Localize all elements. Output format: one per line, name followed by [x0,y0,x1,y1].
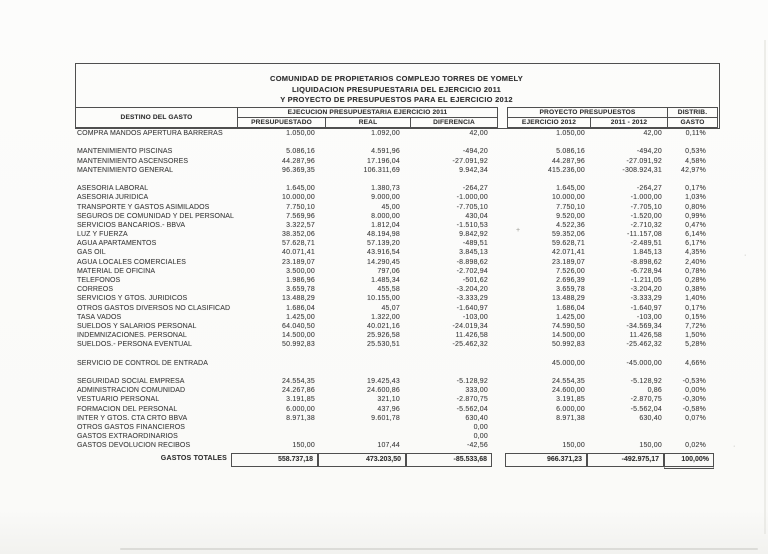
cell-real: 19.425,43 [367,378,400,386]
table-row [75,414,718,423]
row-label: SERVICIO DE CONTROL DE ENTRADA [77,359,208,367]
cell-ejercicio-2012: 4.522,36 [556,221,585,229]
table-row [75,129,718,138]
row-label: AGUA LOCALES COMERCIALES [77,258,186,266]
table-row [75,432,718,441]
cell-distrib-gasto: 1,40% [685,295,706,303]
cell-presupuestado: 13.488,29 [282,295,315,303]
cell-diferencia: -7.705,10 [456,203,488,211]
row-label: SERVICIOS BANCARIOS.- BBVA [77,221,186,229]
cell-presupuestado: 1.645,00 [286,185,315,193]
cell-ejercicio-2012: 14.500,00 [552,332,585,340]
scan-edge-shadow [764,40,766,534]
cell-presupuestado: 14.500,00 [282,332,315,340]
cell-distrib-gasto: 42,97% [681,166,706,174]
row-label: AGUA APARTAMENTOS [77,240,157,248]
cell-diferencia: 630,40 [465,414,488,422]
cell-2011-2012: 42,00 [643,130,662,137]
cell-presupuestado: 7.750,10 [286,203,315,211]
row-label: SERVICIOS Y GTOS. JURIDICOS [77,295,188,303]
cell-diferencia: 3.845,13 [459,249,488,257]
table-row [75,359,718,368]
table-row-spacer [75,138,718,147]
table-row [75,340,718,349]
cell-diferencia: -8.898,62 [456,258,488,266]
cell-presupuestado: 24.554,35 [282,378,315,386]
cell-ejercicio-2012: 13.488,29 [552,295,585,303]
cell-2011-2012: 0,86 [647,387,662,395]
cell-2011-2012: -5.562,04 [630,405,662,413]
cell-distrib-gasto: 1,03% [685,194,706,202]
row-label: INDEMNIZACIONES. PERSONAL [77,332,187,340]
cell-distrib-gasto: 0,17% [685,304,706,312]
scan-artifact-speck: · [733,443,736,450]
cell-ejercicio-2012: 1.645,00 [556,185,585,193]
cell-diferencia: -1.510,53 [456,221,488,229]
row-label: OTROS GASTOS FINANCIEROS [77,424,186,431]
row-label: SUELDOS.- PERSONA EVENTUAL [77,341,193,349]
cell-diferencia: -1.000,00 [456,194,488,202]
cell-2011-2012: -264,27 [636,185,662,193]
cell-real: 1.092,00 [371,130,400,137]
cell-diferencia: -27.091,92 [452,157,488,165]
cell-real: 24.600,86 [367,387,400,395]
cell-2011-2012: -1.211,05 [631,277,662,284]
cell-ejercicio-2012: 44.287,96 [552,157,585,165]
cell-presupuestado: 3.191,85 [286,396,315,404]
row-label: SUELDOS Y SALARIOS PERSONAL [77,322,197,330]
row-label: MANTENIMIENTO PISCINAS [77,148,173,156]
row-label: INTER Y GTOS. CTA CRTO BBVA [77,414,188,422]
cell-distrib-gasto: 0,17% [685,185,706,193]
cell-distrib-gasto: -0,53% [682,378,706,386]
cell-presupuestado: 50.992,83 [282,341,315,349]
cell-diferencia: -1.640,97 [456,304,488,312]
cell-real: 107,44 [377,442,400,450]
cell-ejercicio-2012: 42.071,41 [552,249,585,257]
cell-ejercicio-2012: 6.000,00 [556,405,585,413]
table-row [75,147,718,156]
scan-artifact-speck: · [744,252,747,259]
table-row [75,331,718,340]
cell-2011-2012: -1.520,00 [630,212,662,220]
total-distrib-gasto: 100,00% [664,453,714,469]
cell-diferencia: 430,04 [465,212,488,220]
table-row [75,294,718,303]
row-label: GAS OIL [77,249,106,257]
cell-real: 437,96 [377,405,400,413]
cell-2011-2012: -7.705,10 [630,203,662,211]
cell-diferencia: 0,00 [473,424,488,431]
cell-2011-2012: -3.333,29 [630,295,662,303]
table-row [75,322,718,331]
cell-ejercicio-2012: 415.236,00 [547,166,585,174]
cell-diferencia: 9.942,34 [459,166,488,174]
cell-real: 455,58 [377,286,400,294]
cell-diferencia: 9.842,92 [459,231,488,239]
cell-real: 10.155,00 [367,295,400,303]
total-diferencia: -85.533,68 [406,453,492,467]
cell-distrib-gasto: 0,28% [685,277,706,284]
cell-real: 43.916,54 [367,249,400,257]
cell-2011-2012: -2.710,32 [630,221,662,229]
cell-diferencia: -103,00 [462,313,488,321]
document-title-line-3: Y PROYECTO DE PRESUPUESTOS PARA EL EJERCICIO 2012 [280,95,513,105]
cell-ejercicio-2012: 59.352,06 [552,231,585,239]
cell-ejercicio-2012: 7.750,10 [556,203,585,211]
cell-diferencia: -5.128,92 [456,378,488,386]
row-label: MANTENIMIENTO ASCENSORES [77,157,189,165]
cell-distrib-gasto: -0,30% [682,396,706,404]
row-label: VESTUARIO PERSONAL [77,396,160,404]
row-label: OTROS GASTOS DIVERSOS NO CLASIFICAD [77,304,231,312]
table-row [75,285,718,294]
cell-presupuestado: 3.659,78 [286,286,315,294]
cell-presupuestado: 7.569,96 [286,212,315,220]
cell-presupuestado: 40.071,41 [282,249,315,257]
cell-real: 8.000,00 [371,212,400,220]
table-row [75,221,718,230]
cell-diferencia: -5.562,04 [456,405,488,413]
cell-ejercicio-2012: 24.554,35 [552,378,585,386]
cell-distrib-gasto: 0,47% [685,221,706,229]
scan-artifact-speck: + [516,227,521,234]
row-label: SEGURIDAD SOCIAL EMPRESA [77,378,185,386]
row-label: COMPRA MANDOS APERTURA BARRERAS [77,130,223,137]
cell-2011-2012: -34.569,34 [626,322,662,330]
cell-2011-2012: 630,40 [639,414,662,422]
cell-real: 45,00 [381,203,400,211]
cell-real: 45,07 [381,304,400,312]
column-header-presupuestado: PRESUPUESTADO [237,117,326,128]
cell-2011-2012: 11.426,58 [629,332,662,340]
cell-diferencia: -264,27 [462,185,488,193]
table-row [75,157,718,166]
cell-ejercicio-2012: 74.590,50 [552,322,585,330]
cell-real: 321,10 [377,396,400,404]
scan-edge-shadow [120,548,758,550]
table-row [75,276,718,285]
cell-2011-2012: -6.728,94 [630,267,662,275]
totals-row [0,453,768,469]
cell-distrib-gasto: 1,50% [685,332,706,340]
cell-ejercicio-2012: 1.686,04 [556,304,585,312]
table-row [75,230,718,239]
row-label: LUZ Y FUERZA [77,231,128,239]
row-label: ASESORIA LABORAL [77,185,149,193]
cell-distrib-gasto: 2,40% [685,258,706,266]
total-ejercicio-2012: 966.371,23 [505,453,587,467]
cell-ejercicio-2012: 7.526,00 [556,267,585,275]
cell-ejercicio-2012: 59.628,71 [552,240,585,248]
table-row-spacer [75,175,718,184]
column-header-gasto: GASTO [667,117,718,128]
cell-diferencia: 333,00 [465,387,488,395]
cell-distrib-gasto: 0,07% [685,414,706,422]
cell-ejercicio-2012: 3.659,78 [556,286,585,294]
cell-presupuestado: 23.189,07 [282,258,315,266]
cell-diferencia: -42,56 [466,442,488,450]
cell-diferencia: -494,20 [462,148,488,156]
cell-diferencia: 11.426,58 [455,332,488,340]
row-label: GASTOS EXTRAORDINARIOS [77,433,178,441]
table-row [75,304,718,313]
cell-ejercicio-2012: 24.600,00 [552,387,585,395]
cell-ejercicio-2012: 2.696,39 [556,277,585,284]
cell-presupuestado: 3.322,57 [286,221,315,229]
row-label: FORMACION DEL PERSONAL [77,405,178,413]
cell-presupuestado: 1.986,96 [286,277,315,284]
cell-ejercicio-2012: 150,00 [562,442,585,450]
cell-distrib-gasto: 5,28% [685,341,706,349]
cell-presupuestado: 6.000,00 [286,405,315,413]
cell-real: 57.139,20 [367,240,400,248]
table-row [75,239,718,248]
cell-real: 17.196,04 [367,157,400,165]
cell-2011-2012: -8.898,62 [630,258,662,266]
column-header-real: REAL [325,117,411,128]
cell-diferencia: -3.204,20 [456,286,488,294]
cell-2011-2012: -45.000,00 [626,359,662,367]
cell-distrib-gasto: 0,53% [685,148,706,156]
table-row [75,377,718,386]
row-label: TELEFONOS [77,277,121,284]
column-header-2011-2012: 2011 - 2012 [590,117,668,128]
row-label: MANTENIMIENTO GENERAL [77,166,174,174]
cell-ejercicio-2012: 50.992,83 [552,341,585,349]
cell-presupuestado: 1.050,00 [286,130,315,137]
table-row [75,267,718,276]
cell-distrib-gasto: 0,38% [685,286,706,294]
cell-distrib-gasto: -0,58% [682,405,706,413]
table-row [75,248,718,257]
cell-distrib-gasto: 0,15% [685,313,706,321]
cell-presupuestado: 1.686,04 [286,304,315,312]
cell-2011-2012: 1.845,13 [633,249,662,257]
cell-presupuestado: 150,00 [292,442,315,450]
cell-real: 25.530,51 [367,341,400,349]
cell-diferencia: 42,00 [469,130,488,137]
column-header-diferencia: DIFERENCIA [410,117,498,128]
table-row [75,313,718,322]
cell-2011-2012: -27.091,92 [626,157,662,165]
cell-2011-2012: 150,00 [639,442,662,450]
cell-presupuestado: 96.369,35 [282,166,315,174]
cell-ejercicio-2012: 8.971,38 [556,414,585,422]
table-row [75,405,718,414]
cell-real: 1.812,04 [371,221,400,229]
cell-ejercicio-2012: 10.000,00 [552,194,585,202]
cell-ejercicio-2012: 9.520,00 [556,212,585,220]
table-row [75,423,718,432]
total-presupuestado: 558.737,18 [231,453,318,467]
cell-2011-2012: -103,00 [636,313,662,321]
cell-diferencia: -3.333,29 [456,295,488,303]
cell-ejercicio-2012: 1.425,00 [556,313,585,321]
cell-presupuestado: 24.267,86 [282,387,315,395]
total-2011-2012: -492.975,17 [587,453,664,467]
cell-diferencia: -501,62 [462,277,488,284]
cell-distrib-gasto: 4,58% [685,157,706,165]
document-title-line-2: LIQUIDACION PRESUPUESTARIA DEL EJERCICIO 2011 [291,84,502,94]
cell-presupuestado: 57.628,71 [282,240,315,248]
cell-distrib-gasto: 0,78% [685,267,706,275]
cell-real: 14.290,45 [367,258,400,266]
cell-real: 25.926,58 [367,332,400,340]
cell-presupuestado: 1.425,00 [286,313,315,321]
cell-ejercicio-2012: 23.189,07 [552,258,585,266]
column-header-distrib: DISTRIB. [667,107,718,118]
cell-diferencia: -24.019,34 [452,322,488,330]
cell-presupuestado: 5.086,16 [286,148,315,156]
cell-real: 40.021,16 [367,322,400,330]
table-row [75,441,718,450]
row-label: TRANSPORTE Y GASTOS ASIMILADOS [77,203,210,211]
document-title-line-1: COMUNIDAD DE PROPIETARIOS COMPLEJO TORRES DE YOMELY [270,74,523,83]
cell-distrib-gasto: 0,00% [685,387,706,395]
cell-presupuestado: 38.352,06 [282,231,315,239]
cell-2011-2012: -2.489,51 [630,240,662,248]
cell-2011-2012: -1.000,00 [630,194,662,202]
cell-2011-2012: -3.204,20 [630,286,662,294]
cell-2011-2012: -5.128,92 [630,378,662,386]
cell-ejercicio-2012: 45.000,00 [552,359,585,367]
cell-presupuestado: 8.971,38 [286,414,315,422]
table-row [75,258,718,267]
cell-ejercicio-2012: 5.086,16 [556,148,585,156]
cell-diferencia: -2.870,75 [456,396,488,404]
table-row-spacer [75,350,718,359]
cell-ejercicio-2012: 1.050,00 [556,130,585,137]
table-row [75,386,718,395]
table-row [75,395,718,404]
row-label: SEGUROS DE COMUNIDAD Y DEL PERSONAL [77,212,235,220]
row-label: TASA VADOS [77,313,122,321]
table-body [75,129,718,451]
cell-distrib-gasto: 7,72% [685,322,706,330]
column-header-ejercicio-2012: EJERCICIO 2012 [507,117,591,128]
total-real: 473.203,50 [318,453,406,467]
cell-real: 106.311,69 [363,166,400,174]
row-label: ASESORIA JURIDICA [77,194,149,202]
column-header-destino-del-gasto: DESTINO DEL GASTO [75,107,238,128]
row-label: MATERIAL DE OFICINA [77,267,156,275]
cell-distrib-gasto: 0,11% [685,130,706,137]
table-row [75,193,718,202]
cell-2011-2012: -494,20 [636,148,662,156]
column-group-proyecto-presupuestos: PROYECTO PRESUPUESTOS [507,107,668,118]
cell-real: 1.322,00 [371,313,400,321]
cell-distrib-gasto: 0,02% [685,442,706,450]
table-row-spacer [75,368,718,377]
cell-real: 797,06 [377,267,400,275]
table-row [75,212,718,221]
document-title-block [75,74,718,106]
cell-real: 9.000,00 [371,194,400,202]
cell-real: 4.591,96 [371,148,400,156]
column-group-ejecucion-2011: EJECUCION PRESUPUESTARIA EJERCICIO 2011 [237,107,498,118]
cell-ejercicio-2012: 3.191,85 [556,396,585,404]
cell-real: 1.380,73 [371,185,400,193]
cell-presupuestado: 64.040,50 [282,322,315,330]
cell-diferencia: -2.702,94 [456,267,488,275]
cell-presupuestado: 3.500,00 [286,267,315,275]
cell-real: 48.194,98 [367,231,400,239]
table-row [75,166,718,175]
row-label: GASTOS DEVOLUCION RECIBOS [77,442,191,450]
cell-distrib-gasto: 0,80% [685,203,706,211]
cell-diferencia: -25.462,32 [452,341,488,349]
cell-distrib-gasto: 0,99% [685,212,706,220]
cell-presupuestado: 44.287,96 [282,157,315,165]
cell-real: 1.485,34 [371,277,400,284]
row-label: ADMINISTRACION COMUNIDAD [77,387,186,395]
cell-diferencia: -489,51 [462,240,488,248]
cell-distrib-gasto: 4,35% [685,249,706,257]
totals-label: GASTOS TOTALES [160,455,227,462]
table-row [75,184,718,193]
cell-distrib-gasto: 6,17% [685,240,706,248]
cell-2011-2012: -25.462,32 [626,341,662,349]
cell-distrib-gasto: 4,66% [685,359,706,367]
table-row [75,203,718,212]
cell-distrib-gasto: 6,14% [685,231,706,239]
cell-2011-2012: -1.640,97 [630,304,662,312]
row-label: CORREOS [77,286,114,294]
cell-presupuestado: 10.000,00 [282,194,315,202]
cell-2011-2012: -2.870,75 [630,396,662,404]
cell-diferencia: 0,00 [473,433,488,441]
cell-real: 9.601,78 [371,414,400,422]
cell-2011-2012: -308.924,31 [622,166,662,174]
cell-2011-2012: -11.157,08 [627,231,662,239]
